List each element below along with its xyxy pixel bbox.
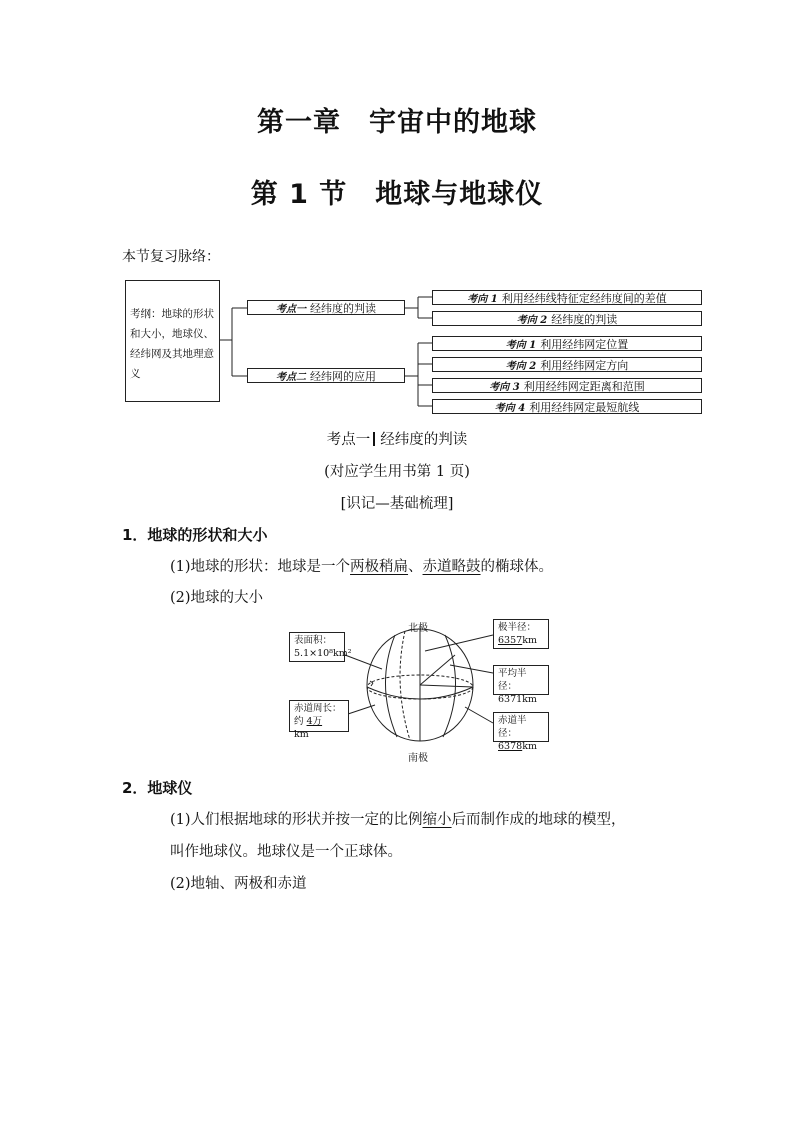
point-heading <box>0 428 794 449</box>
book-reference: (对应学生用书第 1 页) <box>324 464 470 480</box>
section-2-heading: 2．地球仪 <box>122 779 193 797</box>
equator-circumference-callout <box>289 700 349 740</box>
surface-area-value: 5.1×10⁸km² <box>294 648 352 659</box>
south-pole-label: 南极 <box>408 753 428 764</box>
mean-radius-label: 平均半径： <box>498 668 527 692</box>
point-heading-label: 经纬度的判读 <box>380 432 468 448</box>
surface-area-label: 表面积： <box>294 635 333 646</box>
point-heading-divider <box>373 432 375 446</box>
text-span: 的椭球体。 <box>480 559 554 575</box>
equatorial-radius-unit: km <box>522 741 537 752</box>
direction-label: 利用经纬网定距离和范围 <box>523 380 645 393</box>
fill-answer: 缩小 <box>422 812 452 828</box>
circumference-value: 4万 <box>306 716 323 727</box>
point-label: 经纬网的应用 <box>310 370 376 383</box>
point-box-1 <box>247 300 405 315</box>
direction-label: 利用经纬网定方向 <box>540 359 629 372</box>
chapter-title: 第一章 宇宙中的地球 <box>257 107 537 138</box>
direction-label: 利用经纬线特征定经纬度间的差值 <box>501 292 667 305</box>
section-1-item-1 <box>170 555 553 576</box>
surface-area-callout <box>289 632 352 662</box>
direction-box <box>432 357 702 372</box>
text-span: (1)人们根据地球的形状并按一定的比例 <box>170 812 423 828</box>
recall-heading: [识记—基础梳理] <box>340 496 454 512</box>
direction-tag: 考向 3 <box>489 382 520 393</box>
direction-box <box>432 336 702 351</box>
circumference-prefix: 约 <box>294 716 304 727</box>
direction-box <box>432 378 702 393</box>
point-tag: 考点二 <box>276 372 306 383</box>
direction-tag: 考向 1 <box>505 340 537 351</box>
fill-answer: 两极稍扁 <box>350 559 409 575</box>
equatorial-radius-label: 赤道半径： <box>498 715 527 739</box>
direction-tag: 考向 1 <box>467 294 498 305</box>
circumference-label: 赤道周长： <box>294 703 342 714</box>
section-2-item-1 <box>170 808 626 829</box>
direction-box <box>432 290 702 305</box>
polar-radius-value: 6357 <box>498 635 523 646</box>
text-span: 后而制作成的地球的模型， <box>451 812 626 828</box>
circumference-unit: km <box>294 729 309 740</box>
section-1-item-2: (2)地球的大小 <box>170 590 264 606</box>
direction-label: 利用经纬网定位置 <box>540 338 629 351</box>
direction-label: 利用经纬网定最短航线 <box>529 401 640 414</box>
polar-radius-label: 极半径： <box>498 622 537 633</box>
north-pole-label: 北极 <box>408 623 428 634</box>
section-2-item-2: (2)地轴、两极和赤道 <box>170 876 307 892</box>
mean-radius-callout <box>493 665 549 705</box>
polar-radius-unit: km <box>522 635 537 646</box>
equatorial-radius-value: 6378 <box>498 741 523 752</box>
text-span: (1)地球的形状：地球是一个 <box>170 559 351 575</box>
review-label: 本节复习脉络： <box>122 249 220 265</box>
fill-answer: 赤道略鼓 <box>422 559 481 575</box>
section-2-item-1-line-2: 叫作地球仪。地球仪是一个正球体。 <box>170 844 402 860</box>
equatorial-radius-callout <box>493 712 549 752</box>
point-box-2 <box>247 368 405 383</box>
point-label: 经纬度的判读 <box>310 302 376 315</box>
mean-radius-value: 6371km <box>498 694 537 705</box>
direction-tag: 考向 4 <box>494 403 526 414</box>
point-heading-tag: 考点一 <box>326 432 371 448</box>
direction-tag: 考向 2 <box>505 361 537 372</box>
outline-main-box: 考纲：地球的形状和大小，地球仪、经纬网及其地理意义 <box>125 280 220 402</box>
section-1-heading: 1．地球的形状和大小 <box>122 526 268 544</box>
section-title: 第 1 节 地球与地球仪 <box>250 179 544 210</box>
direction-box <box>432 311 702 326</box>
direction-tag: 考向 2 <box>516 315 548 326</box>
text-span: 、 <box>408 559 423 575</box>
direction-box <box>432 399 702 414</box>
point-tag: 考点一 <box>276 304 306 315</box>
polar-radius-callout <box>493 619 549 649</box>
direction-label: 经纬度的判读 <box>551 313 618 326</box>
